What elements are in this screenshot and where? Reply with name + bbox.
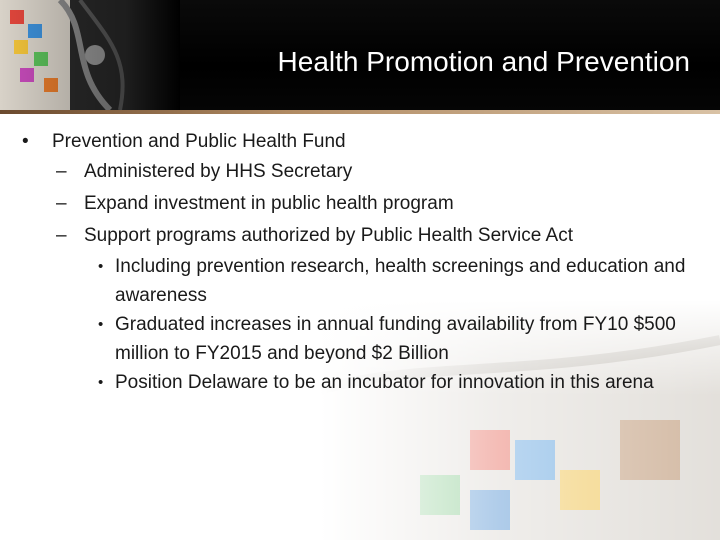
subsubbullet-prevention-research: [0, 252, 720, 310]
subsubbullet-text: Including prevention research, health screenings and education and awareness: [115, 256, 686, 306]
dash-mark: –: [56, 161, 67, 182]
subbullet-administered: [0, 156, 720, 188]
subsubbullet-position-delaware: [0, 368, 720, 397]
bullet-mark: •: [98, 374, 104, 391]
subbullet-support-programs: [0, 220, 720, 252]
slide-header: [0, 0, 720, 110]
subsubbullet-graduated-increases: [0, 310, 720, 368]
bullet-text: Prevention and Public Health Fund: [52, 131, 346, 152]
subbullet-text: Support programs authorized by Public Health Service Act: [84, 225, 573, 246]
dash-mark: –: [56, 225, 67, 246]
dash-mark: –: [56, 193, 67, 214]
slide-title: Health Promotion and Prevention: [277, 46, 690, 77]
medical-photo-image: [0, 0, 180, 110]
subbullet-text: Expand investment in public health program: [84, 193, 454, 214]
subsubbullet-text: Position Delaware to be an incubator for innovation in this arena: [115, 372, 654, 393]
bullet-list: [0, 128, 720, 397]
bullet-mark: •: [98, 316, 104, 333]
bullet-mark: •: [22, 131, 29, 152]
bullet-mark: •: [98, 258, 104, 275]
slide-body: [0, 128, 720, 397]
subsubbullet-text: Graduated increases in annual funding availability from FY10 $500 million to FY2015 and beyond $2 Billion: [115, 314, 676, 364]
header-divider: [0, 110, 720, 114]
bullet-prevention-fund: [0, 128, 720, 156]
subbullet-expand-investment: [0, 188, 720, 220]
subbullet-text: Administered by HHS Secretary: [84, 161, 353, 182]
